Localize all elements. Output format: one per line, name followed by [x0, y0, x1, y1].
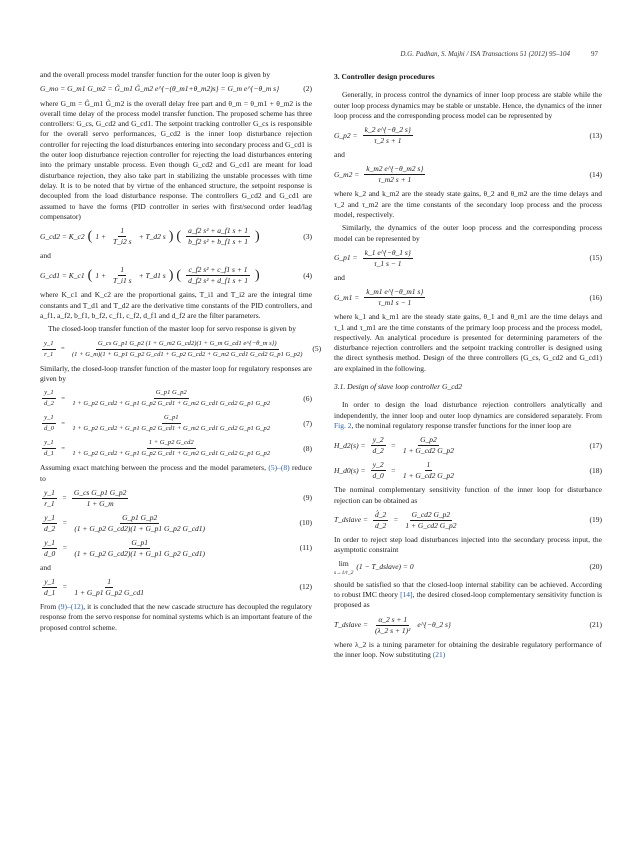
equation-3: G_cd2 = K_c2 ( 1 + $\frac{1}{T\_i2 s}$ + T_d2 s ) ( $\frac{\text{a\_f2 s² + a\_f1 s + 1}}{\text{b\_f2 s² + b\_f1 s + 1}}$ ) (3): [40, 226, 312, 247]
paragraph: where k_2 and k_m2 are the steady state gains, θ_2 and θ_m2 are the time delays and τ_2 and τ_m2 are the time constants of the secondary loop process and the process model, respectively.: [334, 189, 602, 220]
paragraph: and: [40, 251, 51, 261]
equation-14: G_m2 = $\frac{k\_m2 e\^{}\{-\theta\_m2 s\}}{\tau\_m2 s + 1}$ (14): [334, 164, 602, 185]
paragraph: where k_1 and k_m1 are the steady state gains, θ_1 and θ_m1 are the time delays and τ_1 and τ_m1 are the time constants of the primary loop process and the process model, respectively. An analytical procedure is presented for determining parameters of the disturbance rejection controllers and the setpoint tracking controller is designed using the direct synthesis method. Design of the three controllers (G_cs, G_cd2 and G_cd1) are explained in the following.: [334, 312, 602, 373]
equation-11: $\frac{y\_1}{d\_0}$ = $\frac{G\_p1}{(1 + G\_p2 G\_cd2)(1 + G\_p1 G\_p2 G\_cd1)}$ (11): [44, 537, 312, 558]
equation-2: G_mo = G_m1 G_m2 = G̃_m1 G̃_m2 e^{−(θ_m1+θ_m2)s} = G_m e^{−θ_m s} (2): [40, 84, 312, 94]
paragraph: and: [334, 150, 345, 160]
equation-12: $\frac{y\_1}{d\_1}$ = $\frac{1}{1 + G\_p1 G\_p2 G\_cd1}$ (12): [44, 577, 312, 598]
equation-4: G_cd1 = K_c1 ( 1 + $\frac{1}{T\_i1 s}$ + T_d1 s ) ( $\frac{\text{c\_f2 s² + c\_f1 s + 1}}{\text{d\_f2 s² + d\_f1 s + 1}}$ ) (4): [40, 265, 312, 286]
paragraph: In order to reject step load disturbances injected into the secondary process input, the asymptotic constraint: [334, 534, 602, 555]
paragraph: From (9)–(12), it is concluded that the new cascade structure has decoupled the regulatory response from the servo response for nominal systems which is an important feature of the proposed control scheme.: [40, 602, 312, 632]
paragraph: Generally, in process control the dynamics of inner loop process are stable while the outer loop process dynamics may be stable or unstable. Hence, the dynamics of the inner loop process and the corresponding process model can be represented by: [334, 90, 602, 120]
paragraph: In order to design the load disturbance rejection controllers analytically and independently, the inner loop and outer loop dynamics are considered separately. From Fig. 2, the nominal regulatory response transfer functions for the inner loop are: [334, 400, 602, 430]
equation-17: H_d2(s) = $\frac{y\_2}{d\_2}$ = $\frac{G\_p2}{1 + G\_cd2 G\_p2}$ (17): [334, 435, 602, 456]
equation-18: H_d0(s) = $\frac{y\_2}{d\_0}$ = $\frac{1}{1 + G\_cd2 G\_p2}$ (18): [334, 460, 602, 481]
paragraph: where λ_2 is a tuning parameter for obtaining the desirable regulatory performance of the inner loop. Now substituting (21): [334, 639, 602, 659]
paragraph: and: [40, 562, 51, 572]
paragraph: Similarly, the dynamics of the outer loop process and the corresponding process model can be represented by: [334, 223, 602, 243]
figure-link[interactable]: Fig. 2: [334, 420, 352, 430]
running-header: [40, 50, 598, 62]
paragraph: should be satisfied so that the closed-loop internal stability can be achieved. According to robust IMC theory [14], the desired closed-loop complementary sensitivity function is proposed as: [334, 579, 602, 610]
journal-citation: D.G. Padhan, S. Majhi / ISA Transactions 51 (2012) 95–104: [400, 50, 570, 58]
equation-9: $\frac{y\_1}{r\_1}$ = $\frac{\text{G\_cs G\_p1 G\_p2}}{1 + G\_m}$ (9): [44, 487, 312, 508]
equation-5: $\frac{y\_1}{r\_1}$ = G_cs G_p1 G_p2 (1 + G_m2 G_cd2)(1 + G_m G_cd1 e^{−θ_m s}) (1 + G_m)(1 + G_p1 G_p2 G_cd1 + G_p2 G_cd2 + G_m2 G_cd1 G_cd2 G_p1 G_p2) (5): [44, 339, 322, 358]
equation-8: $\frac{y\_1}{d\_1}$ = 1 + G_p2 G_cd2 1 + G_p2 G_cd2 + G_p1 G_p2 G_cd1 + G_m2 G_cd1 G_cd2 G_p1 G_p2 (8): [44, 439, 312, 458]
citation-link[interactable]: [14]: [400, 590, 413, 600]
paragraph: The nominal complementary sensitivity function of the inner loop for disturbance rejection can be obtained as: [334, 485, 602, 505]
equation-7: $\frac{y\_1}{d\_0}$ = G_p1 1 + G_p2 G_cd2 + G_p1 G_p2 G_cd1 + G_m2 G_cd1 G_cd2 G_p1 G_p2 (7): [44, 414, 312, 433]
section-title: 3. Controller design procedures: [334, 72, 435, 81]
equation-16: G_m1 = $\frac{k\_m1 e\^{}\{-\theta\_m1 s\}}{\tau\_m1 s - 1}$ (16): [334, 287, 602, 308]
subsection-title: 3.1. Design of slave loop controller G_cd2: [334, 382, 463, 392]
paragraph: Similarly, the closed-loop transfer function of the master loop for regulatory responses are given by: [40, 363, 312, 383]
equation-6: $\frac{y\_1}{d\_2}$ = G_p1 G_p2 1 + G_p2 G_cd2 + G_p1 G_p2 G_cd1 + G_m2 G_cd1 G_cd2 G_p1 G_p2 (6): [44, 389, 312, 408]
equation-15: G_p1 = $\frac{k\_1 e\^{}\{-\theta\_1 s\}}{\tau\_1 s - 1}$ (15): [334, 247, 602, 268]
paragraph: and the overall process model transfer function for the outer loop is given by: [40, 70, 271, 79]
left-column: [40, 70, 322, 636]
equation-link[interactable]: (21): [432, 649, 446, 659]
equation-13: G_p2 = $\frac{k\_2 e\^{}\{-\theta\_2 s\}}{\tau\_2 s + 1}$ (13): [334, 125, 602, 146]
paragraph: where G_m = G̃_m1 G̃_m2 is the overall delay free part and θ_m = θ_m1 + θ_m2 is the overall time delay of the process model transfer function. The proposed scheme has three controllers: G_cs, G_cd2 and G_cd1. The setpoint tracking controller G_cs is responsible for the overall servo performances, G_cd2 is the inner loop disturbance rejection controller for rejecting the load disturbances entering into secondary process and G_cd1 is the outer loop disturbance rejection controller for rejecting the load disturbances entering into the primary unstable process. Even though G_cd2 and G_cd1 are meant for load disturbance rejection, they also take part in stabilizing the unstable processes with time delay. It is to be noted that by virtue of the enhanced structure, the setpoint response is decoupled from the load disturbance response. The controllers G_cd2 and G_cd1 are assumed to have the forms (PID controller in series with first/second order lead/lag compensator): [40, 98, 312, 221]
page-number: 97: [591, 50, 598, 58]
paragraph: and: [334, 272, 345, 282]
equation-19: T_dslave = $\frac{d̂\_2}{d\_2}$ = $\frac{G\_cd2 G\_p2}{1 + G\_cd2 G\_p2}$ (19): [334, 509, 602, 530]
equation-link[interactable]: (5)–(8): [268, 463, 290, 473]
equation-10: $\frac{y\_1}{d\_2}$ = $\frac{G\_p1 G\_p2}{(1 + G\_p2 G\_cd2)(1 + G\_p1 G\_p2 G\_cd1)}$ (10): [44, 512, 312, 533]
paragraph: where K_c1 and K_c2 are the proportional gains, T_i1 and T_i2 are the integral time constants and T_d1 and T_d2 are the derivative time constants of the PID controllers, and a_f1, a_f2, b_f1, b_f2, c_f1, c_f2, d_f1 and d_f2 are the filter parameters.: [40, 290, 312, 321]
paragraph: Assuming exact matching between the process and the model parameters, (5)–(8) reduce to: [40, 463, 312, 483]
paragraph: The closed-loop transfer function of the master loop for servo response is given by: [48, 324, 297, 334]
equation-21: T_dslave = $\frac{\alpha\_2 s + 1}{\text{(λ\_2 s + 1)²}}$ e^{−θ_2 s} (21): [334, 614, 602, 635]
equation-20: lim s→1/τ_2 (1 − T_dslave) = 0 (20): [334, 559, 602, 576]
right-column: [334, 70, 602, 663]
equation-link[interactable]: (9)–(12): [58, 602, 84, 612]
